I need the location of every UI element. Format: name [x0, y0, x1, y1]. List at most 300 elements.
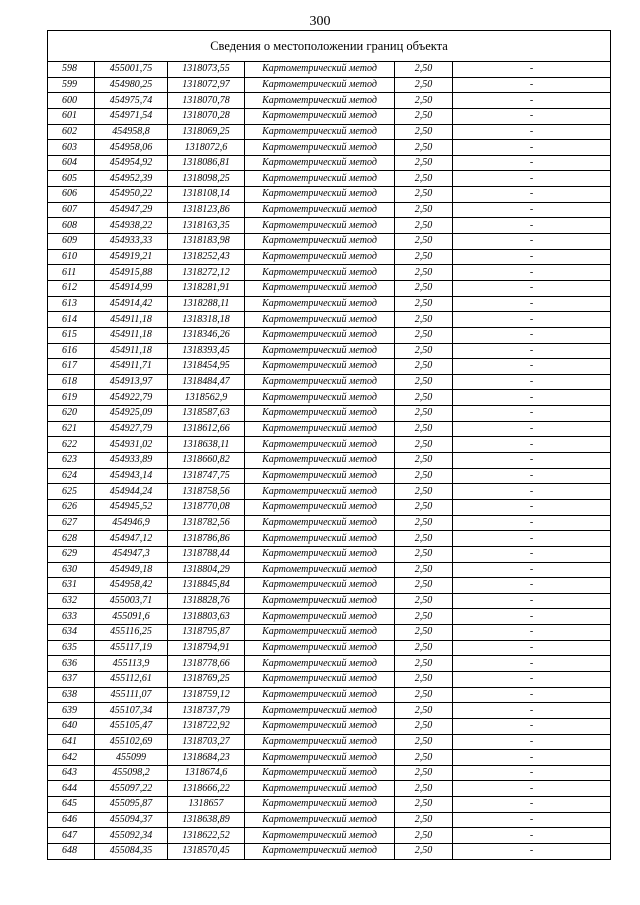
cell-point-number: 634 — [48, 625, 95, 641]
cell-coord-x: 454927,79 — [95, 421, 168, 437]
cell-coord-y: 1318722,92 — [168, 718, 245, 734]
cell-coord-x: 454945,52 — [95, 499, 168, 515]
cell-point-number: 642 — [48, 750, 95, 766]
cell-coord-y: 1318828,76 — [168, 593, 245, 609]
cell-accuracy: 2,50 — [395, 437, 453, 453]
cell-method: Картометрический метод — [245, 124, 395, 140]
cell-coord-x: 454938,22 — [95, 218, 168, 234]
cell-description: - — [453, 374, 611, 390]
cell-point-number: 610 — [48, 249, 95, 265]
cell-accuracy: 2,50 — [395, 546, 453, 562]
cell-accuracy: 2,50 — [395, 374, 453, 390]
table-row — [48, 374, 611, 390]
table-row — [48, 687, 611, 703]
cell-description: - — [453, 578, 611, 594]
page-number: 300 — [309, 14, 331, 29]
table-row — [48, 578, 611, 594]
cell-description: - — [453, 187, 611, 203]
table-row — [48, 593, 611, 609]
cell-method: Картометрический метод — [245, 108, 395, 124]
cell-point-number: 623 — [48, 453, 95, 469]
cell-point-number: 632 — [48, 593, 95, 609]
cell-coord-y: 1318622,52 — [168, 828, 245, 844]
cell-accuracy: 2,50 — [395, 234, 453, 250]
cell-method: Картометрический метод — [245, 343, 395, 359]
cell-accuracy: 2,50 — [395, 703, 453, 719]
cell-description: - — [453, 171, 611, 187]
table-row — [48, 155, 611, 171]
cell-coord-x: 454958,8 — [95, 124, 168, 140]
cell-coord-y: 1318272,12 — [168, 265, 245, 281]
cell-description: - — [453, 140, 611, 156]
table-row — [48, 640, 611, 656]
cell-coord-y: 1318098,25 — [168, 171, 245, 187]
table-row — [48, 484, 611, 500]
cell-point-number: 633 — [48, 609, 95, 625]
cell-point-number: 608 — [48, 218, 95, 234]
cell-accuracy: 2,50 — [395, 280, 453, 296]
cell-description: - — [453, 124, 611, 140]
table-row — [48, 77, 611, 93]
cell-coord-y: 1318570,45 — [168, 844, 245, 860]
cell-point-number: 620 — [48, 406, 95, 422]
cell-accuracy: 2,50 — [395, 593, 453, 609]
table-title: Сведения о местоположении границ объекта — [48, 31, 611, 62]
cell-coord-y: 1318123,86 — [168, 202, 245, 218]
cell-description: - — [453, 437, 611, 453]
cell-accuracy: 2,50 — [395, 312, 453, 328]
cell-coord-y: 1318612,66 — [168, 421, 245, 437]
cell-point-number: 638 — [48, 687, 95, 703]
cell-point-number: 626 — [48, 499, 95, 515]
cell-point-number: 644 — [48, 781, 95, 797]
table-row — [48, 124, 611, 140]
cell-accuracy: 2,50 — [395, 406, 453, 422]
cell-coord-y: 1318845,84 — [168, 578, 245, 594]
cell-accuracy: 2,50 — [395, 562, 453, 578]
table-row — [48, 421, 611, 437]
cell-coord-x: 454925,09 — [95, 406, 168, 422]
cell-method: Картометрический метод — [245, 249, 395, 265]
cell-description: - — [453, 202, 611, 218]
cell-description: - — [453, 280, 611, 296]
cell-point-number: 604 — [48, 155, 95, 171]
cell-point-number: 647 — [48, 828, 95, 844]
table-row — [48, 249, 611, 265]
table-row — [48, 406, 611, 422]
cell-coord-x: 454933,33 — [95, 234, 168, 250]
table-row — [48, 62, 611, 78]
table-row — [48, 202, 611, 218]
table-row — [48, 108, 611, 124]
cell-description: - — [453, 453, 611, 469]
cell-accuracy: 2,50 — [395, 797, 453, 813]
cell-method: Картометрический метод — [245, 593, 395, 609]
cell-point-number: 605 — [48, 171, 95, 187]
cell-accuracy: 2,50 — [395, 359, 453, 375]
table-row — [48, 468, 611, 484]
cell-coord-x: 455113,9 — [95, 656, 168, 672]
cell-coord-y: 1318108,14 — [168, 187, 245, 203]
cell-point-number: 609 — [48, 234, 95, 250]
cell-accuracy: 2,50 — [395, 765, 453, 781]
cell-point-number: 624 — [48, 468, 95, 484]
cell-coord-y: 1318086,81 — [168, 155, 245, 171]
cell-accuracy: 2,50 — [395, 265, 453, 281]
cell-method: Картометрический метод — [245, 140, 395, 156]
cell-coord-y: 1318073,55 — [168, 62, 245, 78]
cell-point-number: 599 — [48, 77, 95, 93]
cell-point-number: 619 — [48, 390, 95, 406]
cell-description: - — [453, 734, 611, 750]
cell-coord-x: 454946,9 — [95, 515, 168, 531]
cell-point-number: 601 — [48, 108, 95, 124]
cell-point-number: 621 — [48, 421, 95, 437]
cell-point-number: 630 — [48, 562, 95, 578]
cell-coord-y: 1318070,78 — [168, 93, 245, 109]
cell-coord-y: 1318638,89 — [168, 812, 245, 828]
cell-coord-x: 455091,6 — [95, 609, 168, 625]
cell-description: - — [453, 812, 611, 828]
cell-coord-x: 454971,54 — [95, 108, 168, 124]
table-row — [48, 296, 611, 312]
cell-accuracy: 2,50 — [395, 187, 453, 203]
cell-description: - — [453, 327, 611, 343]
cell-coord-x: 454914,42 — [95, 296, 168, 312]
cell-coord-x: 455117,19 — [95, 640, 168, 656]
table-row — [48, 187, 611, 203]
cell-coord-y: 1318638,11 — [168, 437, 245, 453]
cell-accuracy: 2,50 — [395, 734, 453, 750]
cell-description: - — [453, 781, 611, 797]
table-row — [48, 609, 611, 625]
cell-method: Картометрический метод — [245, 421, 395, 437]
cell-method: Картометрический метод — [245, 812, 395, 828]
cell-accuracy: 2,50 — [395, 202, 453, 218]
cell-coord-y: 1318069,25 — [168, 124, 245, 140]
cell-coord-x: 455111,07 — [95, 687, 168, 703]
cell-coord-y: 1318758,56 — [168, 484, 245, 500]
cell-description: - — [453, 671, 611, 687]
cell-description: - — [453, 296, 611, 312]
cell-point-number: 616 — [48, 343, 95, 359]
cell-accuracy: 2,50 — [395, 468, 453, 484]
table-row — [48, 656, 611, 672]
cell-coord-x: 454980,25 — [95, 77, 168, 93]
cell-description: - — [453, 359, 611, 375]
cell-description: - — [453, 249, 611, 265]
cell-point-number: 622 — [48, 437, 95, 453]
cell-method: Картометрический метод — [245, 703, 395, 719]
cell-description: - — [453, 703, 611, 719]
cell-coord-y: 1318562,9 — [168, 390, 245, 406]
table-row — [48, 718, 611, 734]
cell-method: Картометрический метод — [245, 296, 395, 312]
cell-method: Картометрический метод — [245, 499, 395, 515]
cell-point-number: 613 — [48, 296, 95, 312]
cell-point-number: 635 — [48, 640, 95, 656]
cell-method: Картометрический метод — [245, 374, 395, 390]
table-row — [48, 797, 611, 813]
cell-description: - — [453, 234, 611, 250]
cell-accuracy: 2,50 — [395, 140, 453, 156]
table-row — [48, 218, 611, 234]
cell-coord-y: 1318674,6 — [168, 765, 245, 781]
cell-description: - — [453, 484, 611, 500]
cell-coord-y: 1318281,91 — [168, 280, 245, 296]
cell-coord-y: 1318794,91 — [168, 640, 245, 656]
cell-accuracy: 2,50 — [395, 249, 453, 265]
cell-coord-y: 1318252,43 — [168, 249, 245, 265]
table-row — [48, 828, 611, 844]
cell-method: Картометрический метод — [245, 390, 395, 406]
cell-method: Картометрический метод — [245, 609, 395, 625]
cell-point-number: 645 — [48, 797, 95, 813]
cell-coord-y: 1318163,35 — [168, 218, 245, 234]
cell-method: Картометрический метод — [245, 453, 395, 469]
cell-description: - — [453, 844, 611, 860]
cell-accuracy: 2,50 — [395, 781, 453, 797]
cell-accuracy: 2,50 — [395, 499, 453, 515]
cell-coord-x: 455095,87 — [95, 797, 168, 813]
cell-coord-x: 455112,61 — [95, 671, 168, 687]
cell-coord-y: 1318666,22 — [168, 781, 245, 797]
table-row — [48, 671, 611, 687]
table-row — [48, 781, 611, 797]
cell-coord-x: 454949,18 — [95, 562, 168, 578]
cell-accuracy: 2,50 — [395, 750, 453, 766]
cell-point-number: 637 — [48, 671, 95, 687]
cell-accuracy: 2,50 — [395, 77, 453, 93]
cell-coord-y: 1318657 — [168, 797, 245, 813]
cell-description: - — [453, 656, 611, 672]
cell-method: Картометрический метод — [245, 546, 395, 562]
cell-method: Картометрический метод — [245, 625, 395, 641]
cell-point-number: 640 — [48, 718, 95, 734]
cell-accuracy: 2,50 — [395, 844, 453, 860]
cell-coord-y: 1318759,12 — [168, 687, 245, 703]
cell-point-number: 603 — [48, 140, 95, 156]
cell-coord-x: 454943,14 — [95, 468, 168, 484]
cell-accuracy: 2,50 — [395, 124, 453, 140]
cell-coord-x: 454914,99 — [95, 280, 168, 296]
cell-coord-y: 1318072,6 — [168, 140, 245, 156]
cell-method: Картометрический метод — [245, 218, 395, 234]
cell-method: Картометрический метод — [245, 77, 395, 93]
cell-description: - — [453, 515, 611, 531]
cell-coord-x: 454922,79 — [95, 390, 168, 406]
table-row — [48, 515, 611, 531]
cell-description: - — [453, 406, 611, 422]
cell-point-number: 600 — [48, 93, 95, 109]
cell-coord-y: 1318587,63 — [168, 406, 245, 422]
cell-method: Картометрический метод — [245, 640, 395, 656]
table-row — [48, 531, 611, 547]
cell-point-number: 648 — [48, 844, 95, 860]
cell-point-number: 611 — [48, 265, 95, 281]
cell-method: Картометрический метод — [245, 312, 395, 328]
cell-accuracy: 2,50 — [395, 484, 453, 500]
cell-coord-x: 454911,18 — [95, 327, 168, 343]
cell-accuracy: 2,50 — [395, 343, 453, 359]
cell-description: - — [453, 718, 611, 734]
cell-point-number: 625 — [48, 484, 95, 500]
cell-accuracy: 2,50 — [395, 218, 453, 234]
cell-accuracy: 2,50 — [395, 171, 453, 187]
cell-point-number: 628 — [48, 531, 95, 547]
cell-method: Картометрический метод — [245, 671, 395, 687]
cell-point-number: 629 — [48, 546, 95, 562]
cell-method: Картометрический метод — [245, 562, 395, 578]
cell-accuracy: 2,50 — [395, 62, 453, 78]
cell-description: - — [453, 531, 611, 547]
cell-coord-y: 1318484,47 — [168, 374, 245, 390]
cell-coord-x: 454947,29 — [95, 202, 168, 218]
cell-coord-y: 1318288,11 — [168, 296, 245, 312]
boundary-table-body — [48, 31, 611, 860]
cell-coord-y: 1318660,82 — [168, 453, 245, 469]
cell-description: - — [453, 77, 611, 93]
table-row — [48, 312, 611, 328]
cell-coord-x: 454944,24 — [95, 484, 168, 500]
cell-coord-x: 455116,25 — [95, 625, 168, 641]
table-row — [48, 765, 611, 781]
cell-coord-x: 455094,37 — [95, 812, 168, 828]
table-row — [48, 453, 611, 469]
cell-description: - — [453, 218, 611, 234]
cell-point-number: 641 — [48, 734, 95, 750]
cell-accuracy: 2,50 — [395, 640, 453, 656]
table-row — [48, 625, 611, 641]
cell-coord-x: 454947,3 — [95, 546, 168, 562]
cell-point-number: 639 — [48, 703, 95, 719]
cell-description: - — [453, 312, 611, 328]
cell-coord-y: 1318183,98 — [168, 234, 245, 250]
cell-coord-y: 1318795,87 — [168, 625, 245, 641]
cell-description: - — [453, 343, 611, 359]
boundary-table — [47, 30, 611, 860]
cell-description: - — [453, 750, 611, 766]
cell-method: Картометрический метод — [245, 93, 395, 109]
cell-point-number: 617 — [48, 359, 95, 375]
cell-accuracy: 2,50 — [395, 687, 453, 703]
cell-accuracy: 2,50 — [395, 656, 453, 672]
table-row — [48, 171, 611, 187]
cell-description: - — [453, 546, 611, 562]
cell-method: Картометрический метод — [245, 187, 395, 203]
cell-coord-x: 454975,74 — [95, 93, 168, 109]
cell-description: - — [453, 421, 611, 437]
cell-coord-y: 1318786,86 — [168, 531, 245, 547]
cell-method: Картометрический метод — [245, 515, 395, 531]
table-row — [48, 359, 611, 375]
cell-coord-x: 454913,97 — [95, 374, 168, 390]
cell-accuracy: 2,50 — [395, 625, 453, 641]
cell-description: - — [453, 468, 611, 484]
cell-coord-x: 454958,42 — [95, 578, 168, 594]
cell-coord-y: 1318684,23 — [168, 750, 245, 766]
cell-coord-x: 454911,71 — [95, 359, 168, 375]
table-row — [48, 280, 611, 296]
cell-point-number: 636 — [48, 656, 95, 672]
cell-method: Картометрический метод — [245, 468, 395, 484]
cell-description: - — [453, 609, 611, 625]
cell-coord-x: 454915,88 — [95, 265, 168, 281]
table-row — [48, 327, 611, 343]
cell-description: - — [453, 108, 611, 124]
cell-accuracy: 2,50 — [395, 155, 453, 171]
cell-method: Картометрический метод — [245, 155, 395, 171]
table-row — [48, 265, 611, 281]
cell-description: - — [453, 390, 611, 406]
cell-method: Картометрический метод — [245, 765, 395, 781]
cell-description: - — [453, 687, 611, 703]
table-title-row — [48, 31, 611, 62]
cell-accuracy: 2,50 — [395, 453, 453, 469]
cell-point-number: 615 — [48, 327, 95, 343]
cell-description: - — [453, 499, 611, 515]
cell-coord-x: 455001,75 — [95, 62, 168, 78]
cell-description: - — [453, 797, 611, 813]
cell-coord-y: 1318804,29 — [168, 562, 245, 578]
cell-point-number: 627 — [48, 515, 95, 531]
table-row — [48, 93, 611, 109]
cell-method: Картометрический метод — [245, 359, 395, 375]
cell-point-number: 614 — [48, 312, 95, 328]
cell-description: - — [453, 265, 611, 281]
cell-point-number: 606 — [48, 187, 95, 203]
cell-coord-x: 454919,21 — [95, 249, 168, 265]
cell-method: Картометрический метод — [245, 750, 395, 766]
cell-coord-y: 1318454,95 — [168, 359, 245, 375]
cell-coord-y: 1318393,45 — [168, 343, 245, 359]
cell-coord-x: 454950,22 — [95, 187, 168, 203]
table-row — [48, 343, 611, 359]
table-row — [48, 140, 611, 156]
cell-method: Картометрический метод — [245, 280, 395, 296]
cell-accuracy: 2,50 — [395, 515, 453, 531]
cell-coord-y: 1318803,63 — [168, 609, 245, 625]
cell-coord-x: 455099 — [95, 750, 168, 766]
cell-point-number: 618 — [48, 374, 95, 390]
cell-coord-y: 1318318,18 — [168, 312, 245, 328]
cell-method: Картометрический метод — [245, 171, 395, 187]
table-row — [48, 546, 611, 562]
cell-accuracy: 2,50 — [395, 296, 453, 312]
cell-method: Картометрический метод — [245, 62, 395, 78]
cell-method: Картометрический метод — [245, 656, 395, 672]
cell-coord-x: 454958,06 — [95, 140, 168, 156]
cell-coord-y: 1318747,75 — [168, 468, 245, 484]
cell-coord-x: 454947,12 — [95, 531, 168, 547]
cell-coord-x: 454911,18 — [95, 343, 168, 359]
cell-method: Картометрический метод — [245, 797, 395, 813]
cell-description: - — [453, 62, 611, 78]
cell-accuracy: 2,50 — [395, 421, 453, 437]
cell-accuracy: 2,50 — [395, 93, 453, 109]
cell-coord-y: 1318703,27 — [168, 734, 245, 750]
cell-description: - — [453, 562, 611, 578]
cell-accuracy: 2,50 — [395, 327, 453, 343]
cell-coord-x: 454952,39 — [95, 171, 168, 187]
cell-method: Картометрический метод — [245, 484, 395, 500]
cell-accuracy: 2,50 — [395, 578, 453, 594]
cell-method: Картометрический метод — [245, 844, 395, 860]
cell-coord-x: 454931,02 — [95, 437, 168, 453]
cell-method: Картометрический метод — [245, 234, 395, 250]
cell-description: - — [453, 93, 611, 109]
cell-description: - — [453, 828, 611, 844]
